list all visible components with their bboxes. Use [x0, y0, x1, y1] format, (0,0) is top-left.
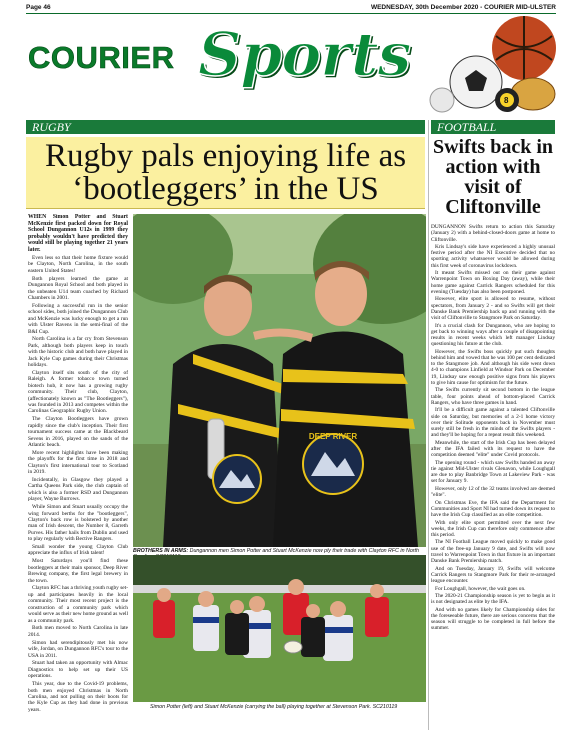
- section-label-football: FOOTBALL: [431, 120, 555, 134]
- article-paragraph: The 2020-21 Championship season is yet to begin as it is not designated as elite by the IFA.: [431, 593, 555, 606]
- masthead: [26, 16, 556, 114]
- section-label-rugby: RUGBY: [26, 120, 425, 134]
- page-number: Page 46: [26, 4, 51, 11]
- article-paragraph: However, the Swifts boss quickly put such thoughts behind him and vowed that he was 100 per cent dedicated to the Stangmore job. And although his side went down 4-0 to champions Linfield at Windsor Park on December 19, Lindsay saw enough positive signs from his players to give him cause for optimism for the future.: [431, 348, 555, 386]
- article-paragraph: It meant Swifts missed out on their game against Warrenpoint Town on Boxing Day (away), while their home game against Carrick Rangers scheduled for this evening (Tuesday) has also been postponed.: [431, 270, 555, 295]
- article-paragraph: Stuart had taken an opportunity with Almac Diagnostics to help set up their US operations.: [28, 660, 128, 680]
- headline-box: [26, 137, 425, 209]
- page-header-bar: [26, 4, 556, 14]
- article-paragraph: The Swifts currently sit second bottom in the league table, four points ahead of bottom-placed Carrick Rangers, who have three games in hand.: [431, 387, 555, 406]
- article-paragraph: While Simon and Stuart usually occupy the wing forward berths for the "bootleggers", Clayton's back row is bolstered by another man of Irish descent, the Number 8, Garreth Purves. His father hails from Dublin and used to play regularly with Bective Rangers.: [28, 504, 128, 543]
- eight-ball-number: 8: [504, 96, 509, 105]
- article-paragraph: The opening round - which saw Swifts handed an away tie against Mid-Ulster rivals Glenavon, while Loughgall are due to play Banbridge Town at Lakeview Park - was set for January 9.: [431, 459, 555, 485]
- article-paragraph: Both men moved to North Carolina in late 2014.: [28, 625, 128, 638]
- sports-balls-icon: [406, 16, 556, 114]
- article-paragraph: It'll be a difficult game against a talented Cliftonville side on Saturday, but memories of a 2-1 home victory over their Solitude opponents back in November must surely still be fresh in the minds of the Swifts players - and they'll be hoping for a repeat result this weekend.: [431, 407, 555, 439]
- article-paragraph: Most Saturdays you'll find these bootleggers at their main sponsor, Deep River Brewing company, the first legal brewery in the town.: [28, 558, 128, 584]
- masthead-courier: COURIER: [28, 40, 175, 75]
- article-paragraph: Simon had serendipitously met his now wife, Jordan, on Dungannon RFC's tour to the USA in 2011.: [28, 639, 128, 659]
- issue-date: WEDNESDAY, 30th December 2020 - COURIER MID-ULSTER: [370, 4, 556, 11]
- article-paragraph: Clayton itself sits south of the city of Raleigh. A former tobacco town turned biotech hub, it now has a growing rugby community. Their club, Clayton, (affectionately known as "The Bootleggers"), was founded in 2013 and competes within the Carolinas Geographic Rugby Union.: [28, 369, 128, 415]
- article-paragraph: The NI Football League moved quickly to make good use of the free-up January 9 date, and Swifts will now travel to Warrenpoint Town in that fixture in an important Danske Bank Premiership match.: [431, 539, 555, 565]
- article-paragraph: With only elite sport permitted over the next few weeks, the Irish Cup can therefore only commence after this period.: [431, 519, 555, 538]
- article-body: [28, 255, 128, 713]
- photo-two-players: [133, 214, 426, 547]
- article-paragraph: Both players learned the game at Dungannon Royal School and both played in the unbeaten U14 team coached by Richard Chambers in 2001.: [28, 275, 128, 301]
- article-paragraph: Even less so that their home fixture would be Clayton, North Carolina, in the south eastern United States!: [28, 255, 128, 274]
- side-article-body: [431, 224, 555, 729]
- article-paragraph: And on Tuesday, January 19, Swifts will welcome Carrick Rangers to Stangmore Park for their re-arranged league encounter.: [431, 565, 555, 585]
- article-paragraph: On Christmas Eve, the IFA said the Department for Communities and Sport NI had turned down its request to have the Irish Cup classified as an elite competition.: [431, 499, 555, 519]
- side-headline: Swifts back in action with visit of Cliftonville: [432, 136, 554, 218]
- article-paragraph: It's a crucial clash for Dungannon, who are hoping to get back to winning ways after a couple of disappointing results in recent weeks which left manager Lindsay questioning his future at the club.: [431, 322, 555, 348]
- article-paragraph: DUNGANNON Swifts return to action this Saturday (January 2) with a behind-closed-doors game at home to Cliftonville.: [431, 224, 555, 243]
- article-paragraph: Clayton RFC has a thriving youth rugby set-up and participates heavily in the local community. Their most recent project is the construction of a community park which would serve as their new home ground as well as a community park.: [28, 585, 128, 624]
- article-paragraph: This year, due to the Covid-19 problems, both men enjoyed Christmas in North Carolina, and not pulling on their boots for the Kyle Cup as they had done in previous years.: [28, 681, 128, 713]
- article-paragraph: More recent highlights have been making the playoffs for the first time in 2018 and Clayton's first international tour to Scotland in 2019.: [28, 449, 128, 476]
- article-lead: WHEN Simon Potter and Stuart McKenzie first packed down for Royal School Dungannon U12s in 1999 they probably wouldn't have predicted they would still be playing together 21 years later.: [28, 214, 128, 253]
- article-paragraph: And with no games likely for Championship sides for the foreseeable future, there are serious concerns that the season will struggle to be completed in full before the summer.: [431, 606, 555, 632]
- article-paragraph: Incidentally, in Glasgow they played a Cartha Queens Park side, the club captain of which is also a former RSD and Dungannon player, Wayne Burrows.: [28, 476, 128, 503]
- main-headline: Rugby pals enjoying life as ‘bootleggers’ in the US: [44, 138, 407, 207]
- photo1-caption-lead: BROTHERS IN ARMS:: [133, 548, 189, 554]
- jersey-sponsor-text: DEEP RIVER: [308, 432, 358, 441]
- photo1-caption-text: Dungannon men Simon Potter and Stuart McKenzie now ply their trade with Clayton RFC in North: [189, 548, 419, 554]
- article-paragraph: North Carolina is a far cry from Stevenson Park, although both players keep in touch with the historic club and both have played in Jack Kyle Cup games during their Christmas holidays.: [28, 336, 128, 369]
- article-paragraph: However, only 12 of the 32 teams involved are deemed "elite".: [431, 485, 555, 499]
- photo2-caption: Simon Potter (left) and Stuart McKenzie (carrying the ball) playing together at Stevenson Park. SC210119: [150, 704, 398, 710]
- article-paragraph: Small wonder the young Clayton Club appreciate the influx of Irish talent!: [28, 544, 128, 557]
- article-paragraph: Following a successful run in the senior school sides, both joined the Dungannon Club and McKenzie was lucky enough to get a run with Ulster Ravens in the semi-final of the B&I Cup.: [28, 302, 128, 335]
- masthead-sports: Sports: [198, 20, 411, 90]
- article-column-1: [28, 214, 128, 726]
- article-paragraph: However, elite sport is allowed to resume, without spectators, from January 2 - and so Swifts will get their Danske Bank Premiership back up and running with the visit of Cliftonville to Stangmore Park on Saturday.: [431, 296, 555, 322]
- article-paragraph: For Loughgall, however, the wait goes on.: [435, 585, 526, 592]
- article-paragraph: Kris Lindsay's side have experienced a highly unusual festive period after the NI Executive decided that no sporting activity whatsoever would be allowed during this first week of coronavirus lockdown.: [431, 243, 555, 269]
- match-photo-illustration: [133, 555, 426, 702]
- article-paragraph: The Clayton Bootleggers have grown rapidly since the club's inception. Their first tournament success came at the Blackbeard Sevens in 2016, played on the sands of the Atlantic beach.: [28, 416, 128, 448]
- players-photo-illustration: [133, 214, 426, 547]
- article-paragraph: Meanwhile, the start of the Irish Cup has been delayed after the IFA failed with its request to have the competition deemed "elite" under Covid protocols.: [431, 439, 555, 459]
- column-divider: [428, 120, 429, 730]
- photo-match-action: [133, 555, 426, 702]
